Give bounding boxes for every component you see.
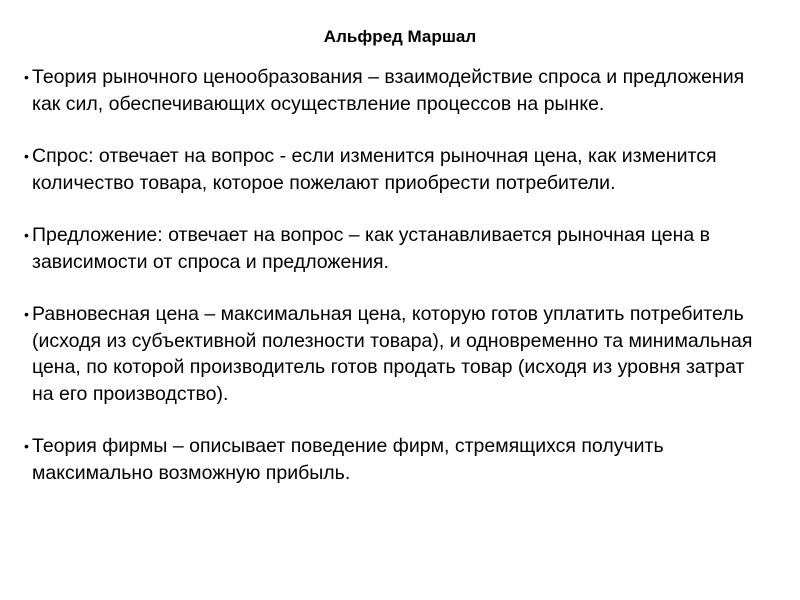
bullet-list <box>24 64 764 512</box>
bullet-equilibrium-price: • Равновесная цена – максимальная цена, которую готов уплатить потребитель (исходя из субъективной полезности товара), и одновременно та минимальная цена, по которой производитель готов продать товар (исходя из уровня затрат на его производство). <box>24 301 764 407</box>
slide-title: Альфред Маршал <box>323 27 477 46</box>
bullet-market-pricing: • Теория рыночного ценообразования – взаимодействие спроса и предложения как сил, обеспечивающих осуществление процессов на рынке. <box>24 64 764 117</box>
bullet-demand: • Спрос: отвечает на вопрос - если изменится рыночная цена, как изменится количество товара, которое пожелают приобрести потребители. <box>24 143 764 196</box>
bullet-supply: • Предложение: отвечает на вопрос – как устанавливается рыночная цена в зависимости от спроса и предложения. <box>24 222 764 275</box>
bullet-theory-of-firm: • Теория фирмы – описывает поведение фирм, стремящихся получить максимально возможную прибыль. <box>24 433 764 486</box>
